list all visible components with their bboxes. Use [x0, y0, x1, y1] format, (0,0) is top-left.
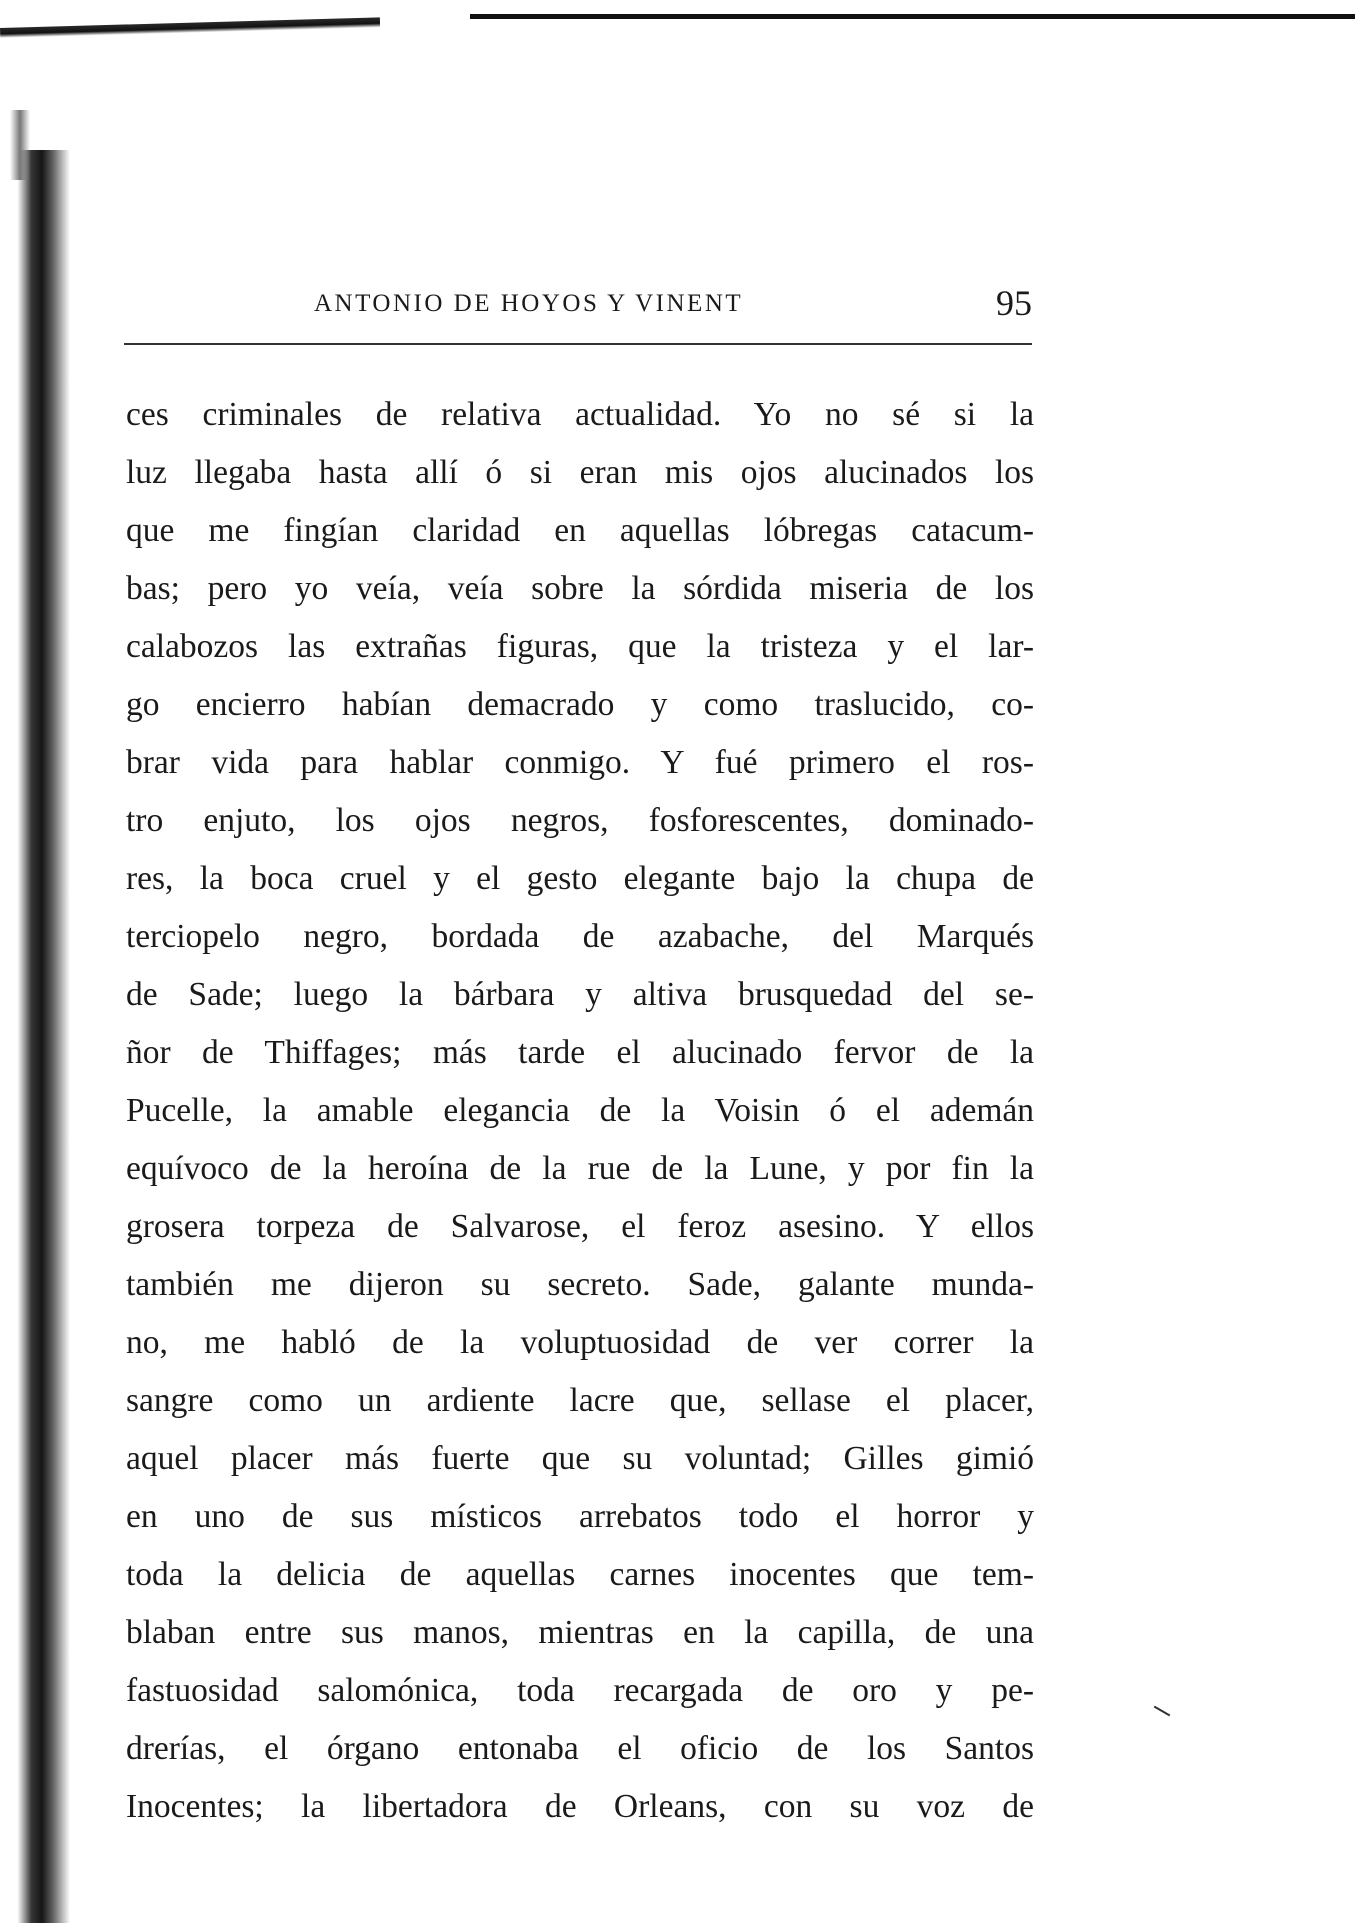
text-line: grosera torpeza de Salvarose, el feroz asesino. Y ellos — [126, 1208, 1034, 1245]
binding-shadow — [0, 150, 70, 1923]
text-line: equívoco de la heroína de la rue de la Lune, y por fin la — [126, 1150, 1034, 1187]
text-line: go encierro habían demacrado y como traslucido, co- — [126, 686, 1034, 723]
text-line: brar vida para hablar conmigo. Y fué primero el ros- — [126, 744, 1034, 781]
body-text — [126, 392, 1034, 1842]
text-line: en uno de sus místicos arrebatos todo el horror y — [126, 1498, 1034, 1535]
text-line: no, me habló de la voluptuosidad de ver correr la — [126, 1324, 1034, 1361]
header-rule — [124, 343, 1032, 345]
text-line: luz llegaba hasta allí ó si eran mis ojos alucinados los — [126, 454, 1034, 491]
stray-mark — [1154, 1706, 1171, 1717]
text-line: que me fingían claridad en aquellas lóbregas catacum- — [126, 512, 1034, 549]
running-head — [124, 280, 1036, 330]
text-line: toda la delicia de aquellas carnes inocentes que tem- — [126, 1556, 1034, 1593]
text-line: de Sade; luego la bárbara y altiva brusquedad del se- — [126, 976, 1034, 1013]
text-line: también me dijeron su secreto. Sade, galante munda- — [126, 1266, 1034, 1303]
page-number: 95 — [996, 283, 1032, 323]
text-line: aquel placer más fuerte que su voluntad; Gilles gimió — [126, 1440, 1034, 1477]
scan-edge-artifact — [0, 17, 380, 38]
text-line: calabozos las extrañas figuras, que la tristeza y el lar- — [126, 628, 1034, 665]
text-line: tro enjuto, los ojos negros, fosforescentes, dominado- — [126, 802, 1034, 839]
text-line: bas; pero yo veía, veía sobre la sórdida miseria de los — [126, 570, 1034, 607]
text-line: ñor de Thiffages; más tarde el alucinado fervor de la — [126, 1034, 1034, 1071]
text-line: drerías, el órgano entonaba el oficio de los Santos — [126, 1730, 1034, 1767]
text-line: terciopelo negro, bordada de azabache, del Marqués — [126, 918, 1034, 955]
text-line: Pucelle, la amable elegancia de la Voisin ó el ademán — [126, 1092, 1034, 1129]
text-line: fastuosidad salomónica, toda recargada de oro y pe- — [126, 1672, 1034, 1709]
binding-shadow-top — [10, 110, 30, 180]
text-line: res, la boca cruel y el gesto elegante bajo la chupa de — [126, 860, 1034, 897]
scan-top-rule — [470, 14, 1355, 19]
text-line: sangre como un ardiente lacre que, sellase el placer, — [126, 1382, 1034, 1419]
text-line: blaban entre sus manos, mientras en la capilla, de una — [126, 1614, 1034, 1651]
running-title: ANTONIO DE HOYOS Y VINENT — [314, 290, 744, 317]
text-line: ces criminales de relativa actualidad. Yo no sé si la — [126, 396, 1034, 433]
text-line: Inocentes; la libertadora de Orleans, con su voz de — [126, 1788, 1034, 1825]
